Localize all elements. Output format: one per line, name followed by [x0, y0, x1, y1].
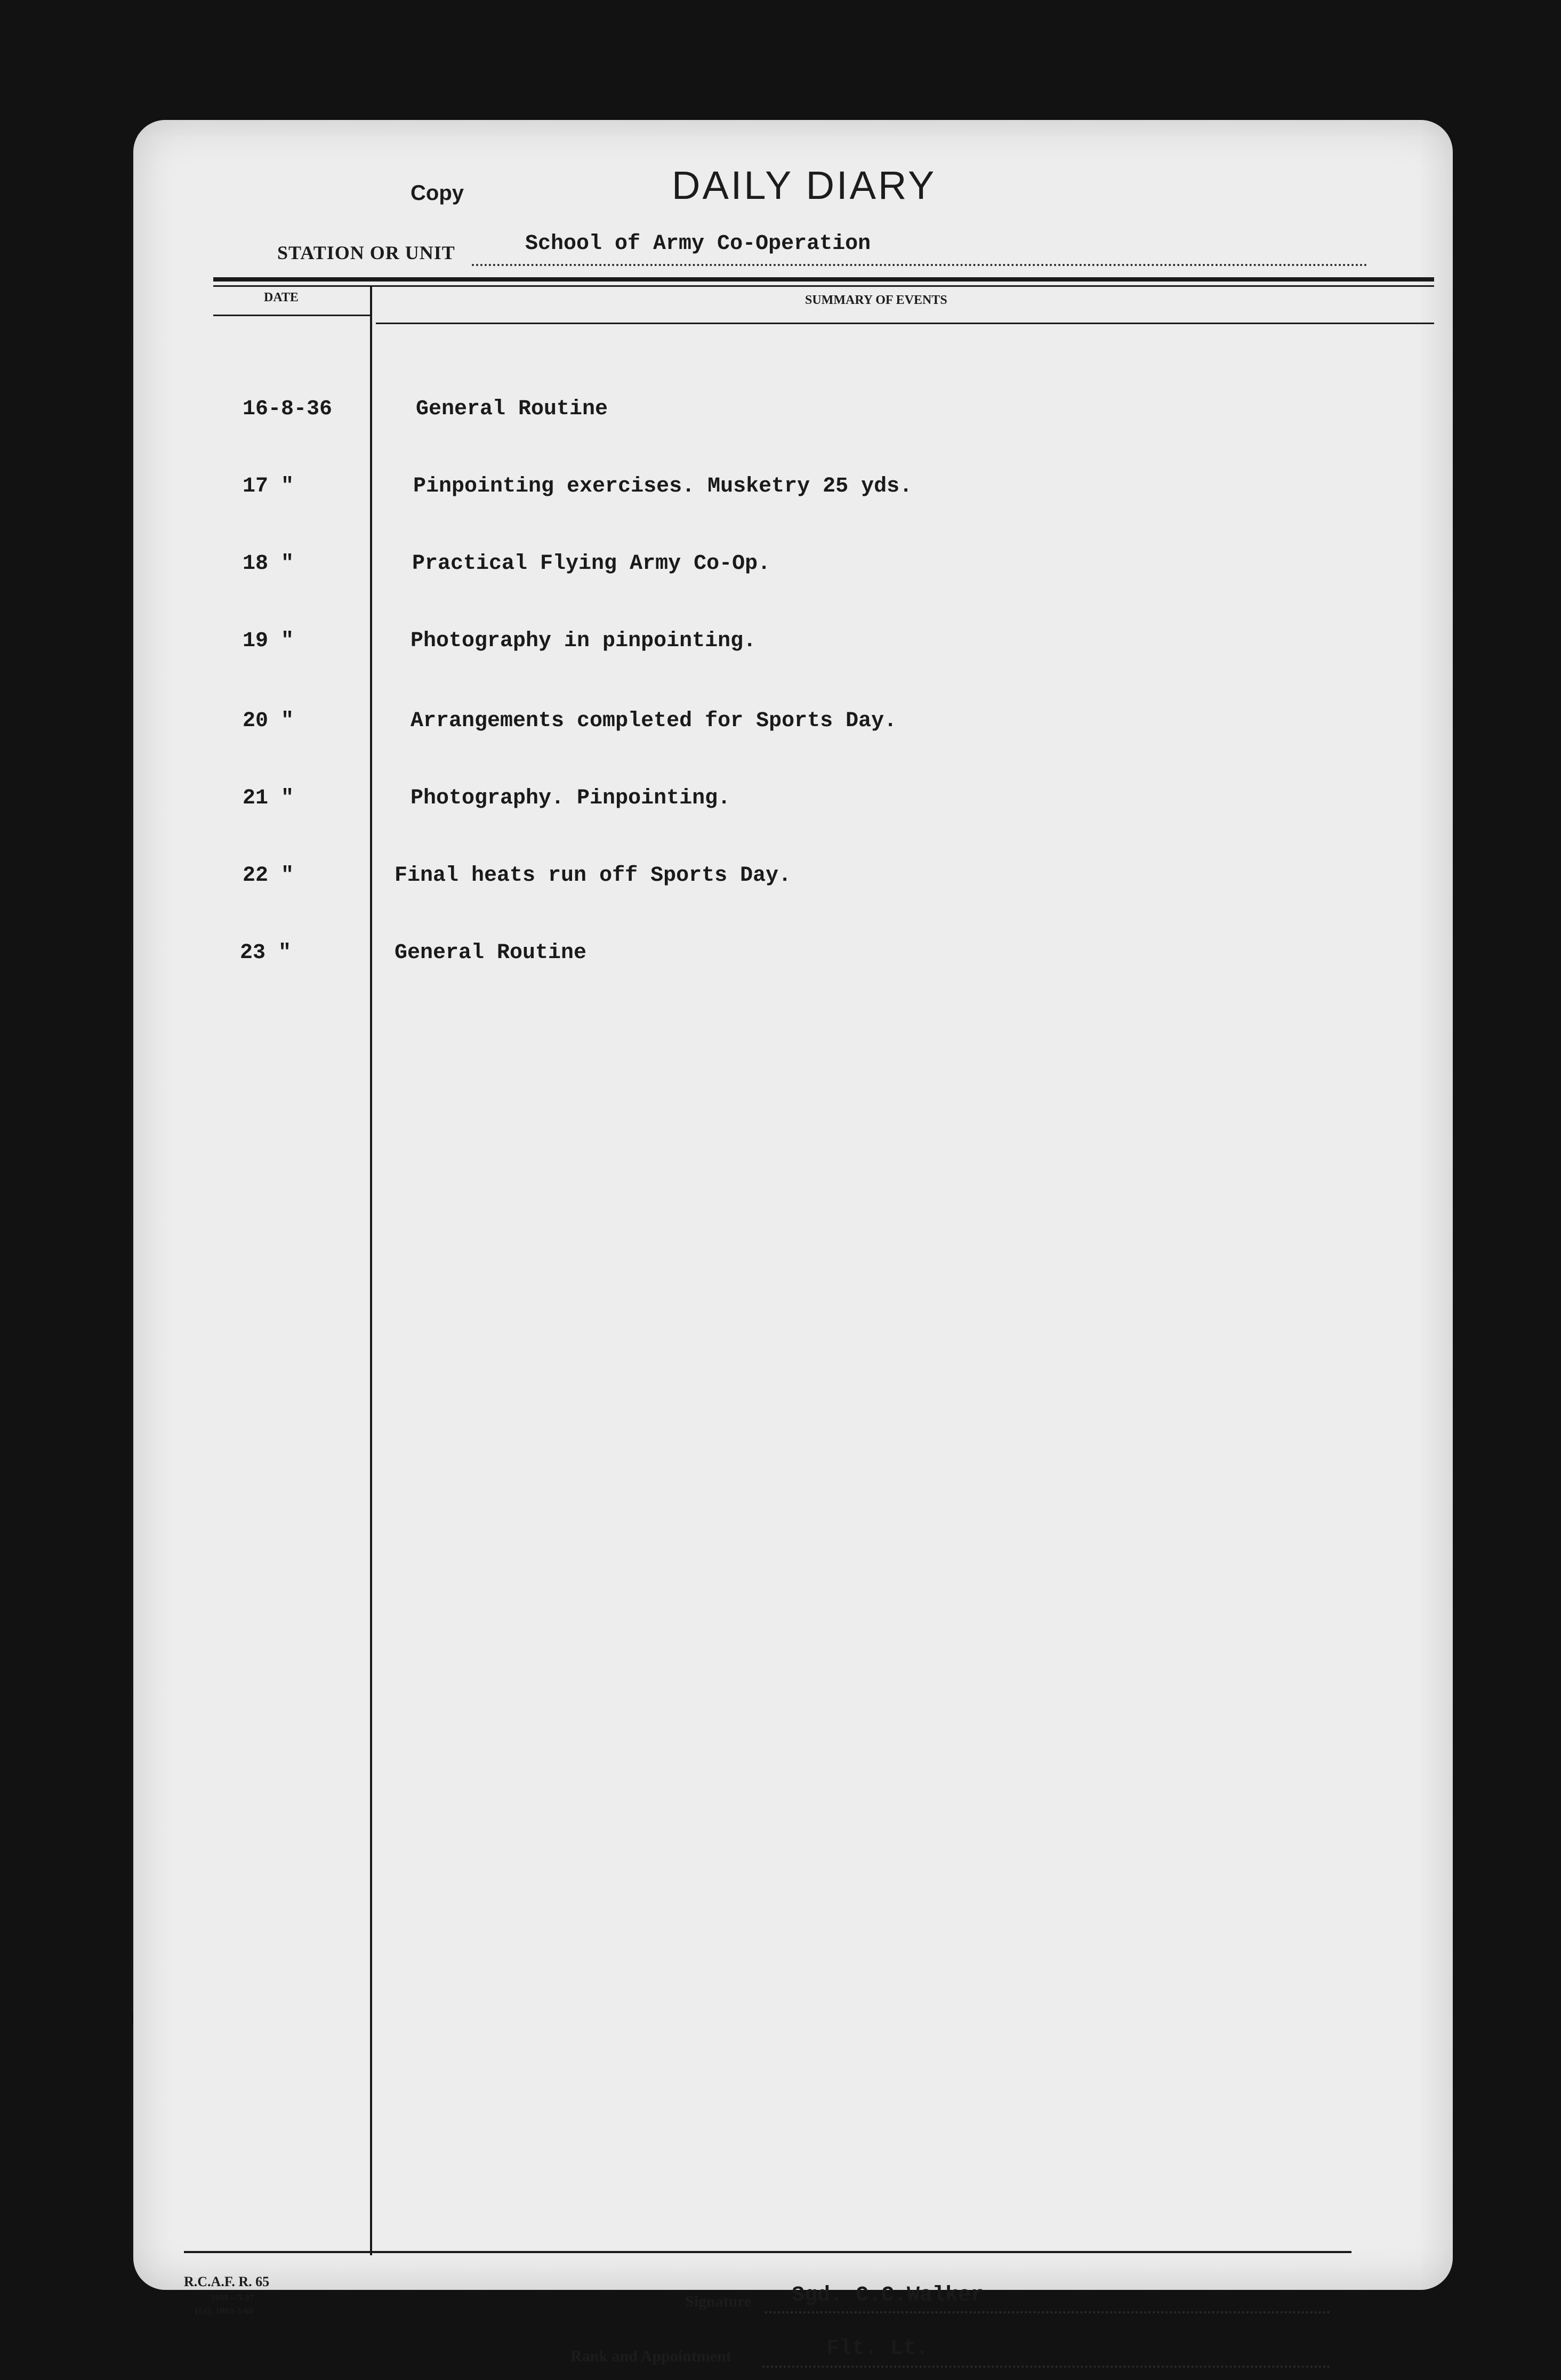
entry-date: 16-8-36	[243, 397, 333, 421]
entry-text: Practical Flying Army Co-Op.	[412, 552, 771, 576]
station-dotted-line	[472, 264, 1367, 266]
entry-date: 17 "	[243, 475, 294, 498]
column-divider	[370, 285, 372, 2255]
entry-text: Arrangements completed for Sports Day.	[411, 709, 897, 733]
rank-value: Flt. Lt.	[826, 2337, 929, 2361]
page-title: DAILY DIARY	[672, 163, 937, 207]
rank-label: Rank and Appointment	[570, 2347, 731, 2365]
entry-text: Pinpointing exercises. Musketry 25 yds.	[413, 475, 913, 498]
signature-dotted-line	[765, 2311, 1330, 2313]
entry-date: 20 "	[243, 709, 294, 733]
entry-date: 18 "	[243, 552, 294, 576]
date-header-underline	[213, 315, 371, 316]
signature-value: Sgd. C.C.Walker	[792, 2283, 984, 2307]
station-label: STATION OR UNIT	[277, 242, 455, 263]
entry-text: Photography in pinpointing.	[411, 629, 757, 653]
header-rule-thick	[213, 277, 1434, 282]
header-rule-thin	[213, 285, 1434, 287]
entry-date: 21 "	[243, 786, 294, 810]
station-value: School of Army Co-Operation	[525, 232, 871, 256]
date-column-header: DATE	[264, 291, 299, 304]
entry-text: Photography. Pinpointing.	[411, 786, 731, 810]
entry-date: 23 "	[240, 941, 292, 965]
entry-text: General Routine	[416, 397, 608, 421]
rank-dotted-line	[762, 2366, 1330, 2368]
copy-label: Copy	[411, 181, 464, 205]
entry-text: General Routine	[395, 941, 587, 965]
print-code: H.Q. 1003-3-60	[195, 2306, 254, 2316]
footer-rule	[184, 2251, 1351, 2253]
entry-date: 19 "	[243, 629, 294, 653]
summary-header-underline	[376, 323, 1434, 324]
entry-text: Final heats run off Sports Day.	[395, 864, 792, 888]
entry-date: 22 "	[243, 864, 294, 888]
signature-label: Signature	[685, 2293, 752, 2310]
print-code: 10M—5-37	[211, 2293, 254, 2303]
diary-sheet	[133, 120, 1453, 2365]
summary-column-header: SUMMARY OF EVENTS	[805, 293, 947, 307]
form-code: R.C.A.F. R. 65	[184, 2274, 270, 2289]
